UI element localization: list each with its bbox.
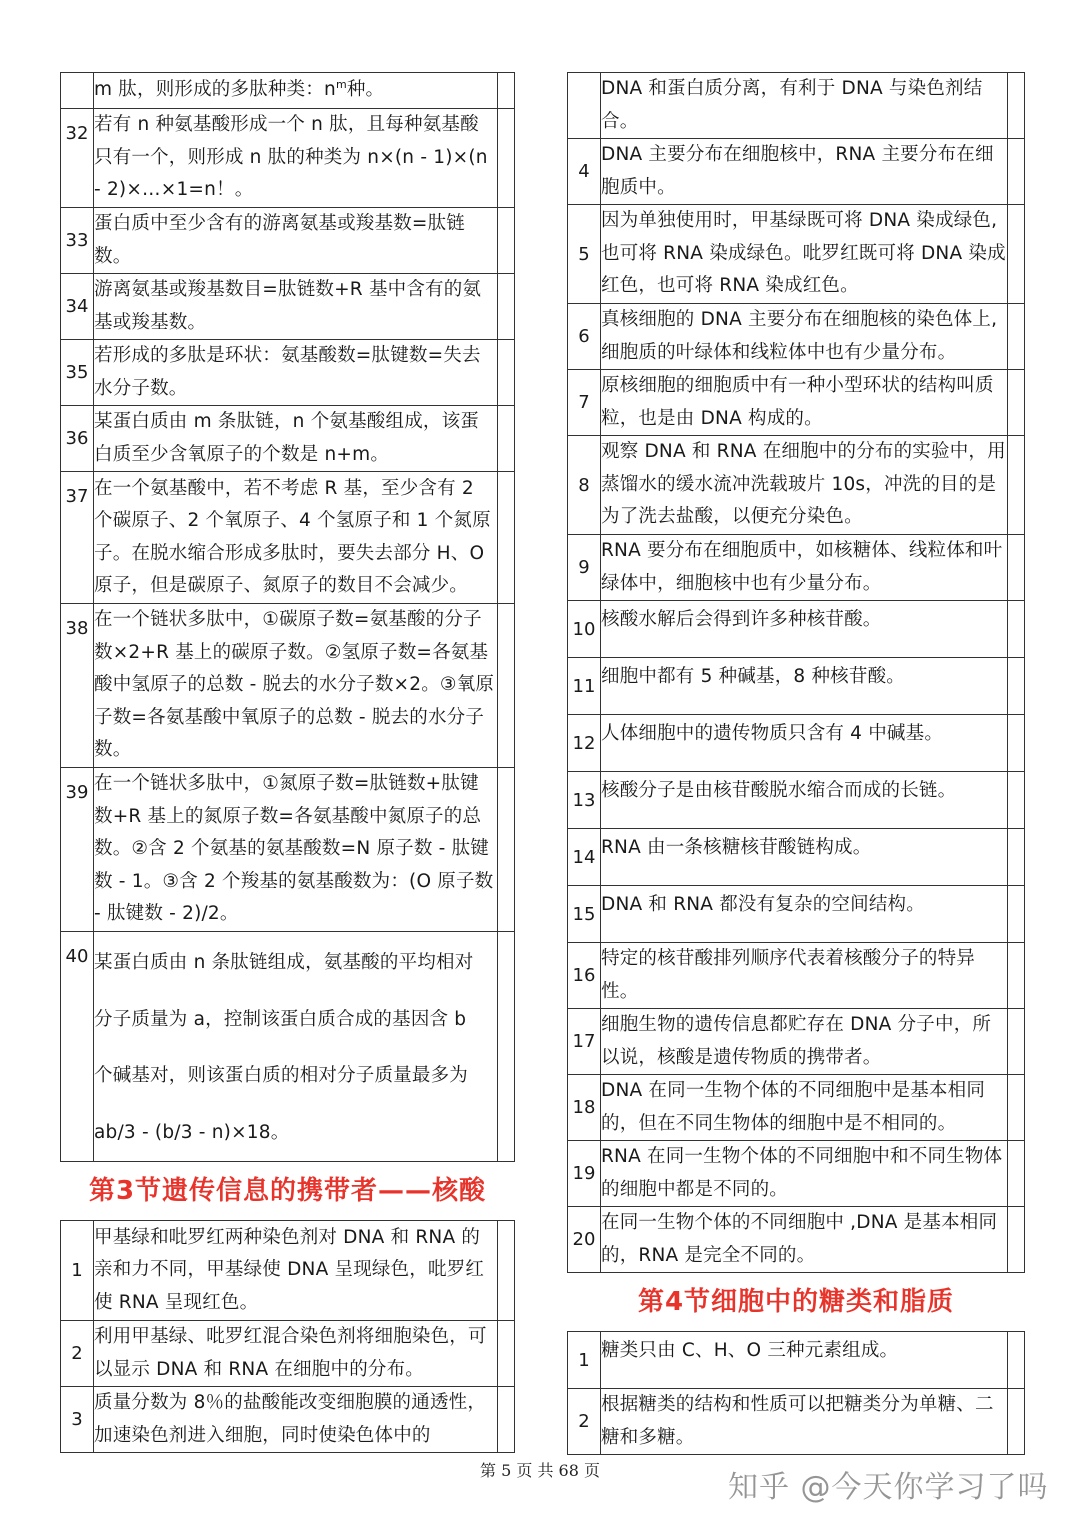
row-number: 38 bbox=[61, 604, 94, 768]
table-row bbox=[568, 535, 1025, 601]
row-text: 核酸分子是由核苷酸脱水缩合而成的长链。 bbox=[601, 772, 1008, 829]
check-cell bbox=[498, 109, 515, 208]
table-row bbox=[568, 304, 1025, 370]
row-text: 细胞中都有 5 种碱基，8 种核苷酸。 bbox=[601, 658, 1008, 715]
row-number: 3 bbox=[61, 1387, 94, 1453]
row-text-line: 某蛋白质由 n 条肽链组成，氨基酸的平均相对 bbox=[94, 952, 474, 973]
row-text: 质量分数为 8％的盐酸能改变细胞膜的通透性，加速染色剂进入细胞，同时使染色体中的 bbox=[94, 1387, 498, 1453]
check-cell bbox=[498, 768, 515, 932]
row-text-line: ab/3 - (b/3 - n)×18。 bbox=[94, 1121, 290, 1143]
row-number: 13 bbox=[568, 772, 601, 829]
table-row bbox=[568, 1207, 1025, 1273]
check-cell bbox=[1008, 1207, 1025, 1273]
row-text: DNA 和蛋白质分离，有利于 DNA 与染色剂结合。 bbox=[601, 73, 1008, 139]
row-text: 原核细胞的细胞质中有一种小型环状的结构叫质粒，也是由 DNA 构成的。 bbox=[601, 370, 1008, 436]
row-text: 真核细胞的 DNA 主要分布在细胞核的染色体上,细胞质的叶绿体和线粒体中也有少量分布。 bbox=[601, 304, 1008, 370]
check-cell bbox=[1008, 370, 1025, 436]
row-text: 甲基绿和吡罗红两种染色剂对 DNA 和 RNA 的亲和力不同，甲基绿使 DNA 呈现绿色，吡罗红使 RNA 呈现红色。 bbox=[94, 1221, 498, 1321]
table-row bbox=[568, 1389, 1025, 1455]
row-number bbox=[568, 73, 601, 139]
row-text: 在一个氨基酸中，若不考虑 R 基，至少含有 2 个碳原子、2 个氧原子、4 个氢原子和 1 个氮原子。在脱水缩合形成多肽时，要失去部分 H、O 原子，但是碳原子、氮原子的数目不会减少。 bbox=[94, 472, 498, 604]
row-number: 11 bbox=[568, 658, 601, 715]
check-cell bbox=[1008, 1389, 1025, 1455]
row-text: 在一个链状多肽中，①氮原子数=肽链数+肽键数+R 基上的氮原子数=各氨基酸中氮原子的总数。②含 2 个氨基的氨基酸数=N 原子数 - 肽键数 - 1。③含 2 个羧基的氨基酸数为：(O 原子数 - 肽键数 - 2)/2。 bbox=[94, 768, 498, 932]
row-number: 33 bbox=[61, 208, 94, 274]
check-cell bbox=[1008, 1141, 1025, 1207]
check-cell bbox=[1008, 772, 1025, 829]
check-cell bbox=[498, 1221, 515, 1321]
check-cell bbox=[498, 932, 515, 1162]
check-cell bbox=[498, 604, 515, 768]
row-number: 9 bbox=[568, 535, 601, 601]
row-text: RNA 由一条核糖核苷酸链构成。 bbox=[601, 829, 1008, 886]
row-text: 某蛋白质由 m 条肽链，n 个氨基酸组成，该蛋白质至少含氧原子的个数是 n+m。 bbox=[94, 406, 498, 472]
row-text: RNA 要分布在细胞质中，如核糖体、线粒体和叶绿体中，细胞核中也有少量分布。 bbox=[601, 535, 1008, 601]
row-number: 18 bbox=[568, 1075, 601, 1141]
row-text: 人体细胞中的遗传物质只含有 4 中碱基。 bbox=[601, 715, 1008, 772]
table-row bbox=[568, 139, 1025, 205]
check-cell bbox=[1008, 601, 1025, 658]
table-row bbox=[61, 1221, 515, 1321]
row-text: 若有 n 种氨基酸形成一个 n 肽，且每种氨基酸只有一个，则形成 n 肽的种类为 n×(n - 1)×(n - 2)×…×1=n！。 bbox=[94, 109, 498, 208]
row-text: 利用甲基绿、吡罗红混合染色剂将细胞染色，可以显示 DNA 和 RNA 在细胞中的分布。 bbox=[94, 1321, 498, 1387]
check-cell bbox=[1008, 829, 1025, 886]
table-row bbox=[568, 943, 1025, 1009]
check-cell bbox=[1008, 436, 1025, 535]
row-number: 2 bbox=[61, 1321, 94, 1387]
table-row bbox=[568, 886, 1025, 943]
row-text: 糖类只由 C、H、O 三种元素组成。 bbox=[601, 1332, 1008, 1389]
section-3-title: 第3节遗传信息的携带者——核酸 bbox=[88, 1176, 487, 1206]
row-text-line: 个碱基对，则该蛋白质的相对分子质量最多为 bbox=[94, 1065, 469, 1086]
row-text: 若形成的多肽是环状：氨基酸数=肽键数=失去水分子数。 bbox=[94, 340, 498, 406]
table-row bbox=[61, 1321, 515, 1387]
check-cell bbox=[498, 208, 515, 274]
row-text: DNA 和 RNA 都没有复杂的空间结构。 bbox=[601, 886, 1008, 943]
check-cell bbox=[1008, 715, 1025, 772]
table-row bbox=[61, 340, 515, 406]
page-footer: 第 5 页 共 68 页 bbox=[480, 1461, 600, 1480]
row-text: 根据糖类的结构和性质可以把糖类分为单糖、二糖和多糖。 bbox=[601, 1389, 1008, 1455]
check-cell bbox=[1008, 658, 1025, 715]
left-column bbox=[60, 72, 515, 1453]
row-number: 37 bbox=[61, 472, 94, 604]
table-row bbox=[568, 1141, 1025, 1207]
row-text: DNA 主要分布在细胞核中，RNA 主要分布在细胞质中。 bbox=[601, 139, 1008, 205]
row-number: 20 bbox=[568, 1207, 601, 1273]
table-row bbox=[61, 604, 515, 768]
table-row bbox=[61, 406, 515, 472]
row-number: 16 bbox=[568, 943, 601, 1009]
row-text: 细胞生物的遗传信息都贮存在 DNA 分子中，所以说，核酸是遗传物质的携带者。 bbox=[601, 1009, 1008, 1075]
table-row bbox=[61, 109, 515, 208]
row-text: 蛋白质中至少含有的游离氨基或羧基数=肽链数。 bbox=[94, 208, 498, 274]
table-row bbox=[568, 715, 1025, 772]
left-table-nucleic-acids bbox=[60, 1220, 515, 1453]
table-row bbox=[568, 205, 1025, 304]
row-number: 5 bbox=[568, 205, 601, 304]
row-number: 4 bbox=[568, 139, 601, 205]
row-number: 1 bbox=[568, 1332, 601, 1389]
table-row bbox=[568, 1075, 1025, 1141]
check-cell bbox=[498, 1387, 515, 1453]
row-number: 12 bbox=[568, 715, 601, 772]
check-cell bbox=[498, 274, 515, 340]
check-cell bbox=[1008, 886, 1025, 943]
check-cell bbox=[1008, 73, 1025, 139]
row-number: 2 bbox=[568, 1389, 601, 1455]
table-row bbox=[568, 658, 1025, 715]
check-cell bbox=[1008, 943, 1025, 1009]
table-row bbox=[61, 932, 515, 1162]
watermark: 知乎 @今天你学习了吗 bbox=[728, 1470, 1049, 1505]
check-cell bbox=[498, 1321, 515, 1387]
row-number: 39 bbox=[61, 768, 94, 932]
table-row bbox=[61, 274, 515, 340]
table-row bbox=[568, 370, 1025, 436]
row-text: 特定的核苷酸排列顺序代表着核酸分子的特异性。 bbox=[601, 943, 1008, 1009]
row-number: 7 bbox=[568, 370, 601, 436]
right-table-nucleic-acids bbox=[567, 72, 1025, 1273]
row-text: DNA 在同一生物个体的不同细胞中是基本相同的，但在不同生物体的细胞中是不相同的。 bbox=[601, 1075, 1008, 1141]
table-row bbox=[568, 436, 1025, 535]
table-row bbox=[568, 772, 1025, 829]
row-text: 在一个链状多肽中，①碳原子数=氨基酸的分子数×2+R 基上的碳原子数。②氢原子数=各氨基酸中氢原子的总数 - 脱去的水分子数×2。③氧原子数=各氨基酸中氧原子的总数 - 脱去的水分子数。 bbox=[94, 604, 498, 768]
row-number: 40 bbox=[61, 932, 94, 1162]
row-number: 34 bbox=[61, 274, 94, 340]
row-number: 1 bbox=[61, 1221, 94, 1321]
row-number: 36 bbox=[61, 406, 94, 472]
row-text: 在同一生物个体的不同细胞中 ,DNA 是基本相同的，RNA 是完全不同的。 bbox=[601, 1207, 1008, 1273]
check-cell bbox=[498, 73, 515, 109]
table-row bbox=[61, 1387, 515, 1453]
table-row bbox=[61, 208, 515, 274]
table-row bbox=[568, 601, 1025, 658]
table-row bbox=[61, 472, 515, 604]
row-text: 因为单独使用时，甲基绿既可将 DNA 染成绿色,也可将 RNA 染成绿色。吡罗红既可将 DNA 染成红色，也可将 RNA 染成红色。 bbox=[601, 205, 1008, 304]
right-column bbox=[567, 72, 1025, 1455]
section-4-title: 第4节细胞中的糖类和脂质 bbox=[637, 1287, 955, 1317]
row-number: 17 bbox=[568, 1009, 601, 1075]
check-cell bbox=[498, 340, 515, 406]
row-text bbox=[94, 932, 498, 1162]
row-text: 游离氨基或羧基数目=肽链数+R 基中含有的氨基或羧基数。 bbox=[94, 274, 498, 340]
row-number: 6 bbox=[568, 304, 601, 370]
row-text: 核酸水解后会得到许多种核苷酸。 bbox=[601, 601, 1008, 658]
row-number: 35 bbox=[61, 340, 94, 406]
right-table-carbohydrates bbox=[567, 1331, 1025, 1455]
row-number: 32 bbox=[61, 109, 94, 208]
row-number: 8 bbox=[568, 436, 601, 535]
check-cell bbox=[1008, 139, 1025, 205]
table-row bbox=[568, 829, 1025, 886]
row-number bbox=[61, 73, 94, 109]
check-cell bbox=[498, 406, 515, 472]
check-cell bbox=[1008, 1009, 1025, 1075]
row-number: 14 bbox=[568, 829, 601, 886]
row-number: 15 bbox=[568, 886, 601, 943]
row-text: 观察 DNA 和 RNA 在细胞中的分布的实验中，用蒸馏水的缓水流冲洗载玻片 10s，冲洗的目的是为了洗去盐酸，以便充分染色。 bbox=[601, 436, 1008, 535]
check-cell bbox=[1008, 205, 1025, 304]
check-cell bbox=[498, 472, 515, 604]
check-cell bbox=[1008, 1332, 1025, 1389]
table-row bbox=[61, 768, 515, 932]
row-text-line: 分子质量为 a，控制该蛋白质合成的基因含 b bbox=[94, 1008, 467, 1030]
left-table-amino-acids bbox=[60, 72, 515, 1162]
check-cell bbox=[1008, 1075, 1025, 1141]
row-text: m 肽，则形成的多肽种类：$n^m$种。 bbox=[94, 73, 498, 109]
row-number: 10 bbox=[568, 601, 601, 658]
table-row bbox=[568, 1009, 1025, 1075]
table-row bbox=[568, 1332, 1025, 1389]
row-text: RNA 在同一生物个体的不同细胞中和不同生物体的细胞中都是不同的。 bbox=[601, 1141, 1008, 1207]
table-row bbox=[568, 73, 1025, 139]
table-row bbox=[61, 73, 515, 109]
row-number: 19 bbox=[568, 1141, 601, 1207]
check-cell bbox=[1008, 535, 1025, 601]
check-cell bbox=[1008, 304, 1025, 370]
